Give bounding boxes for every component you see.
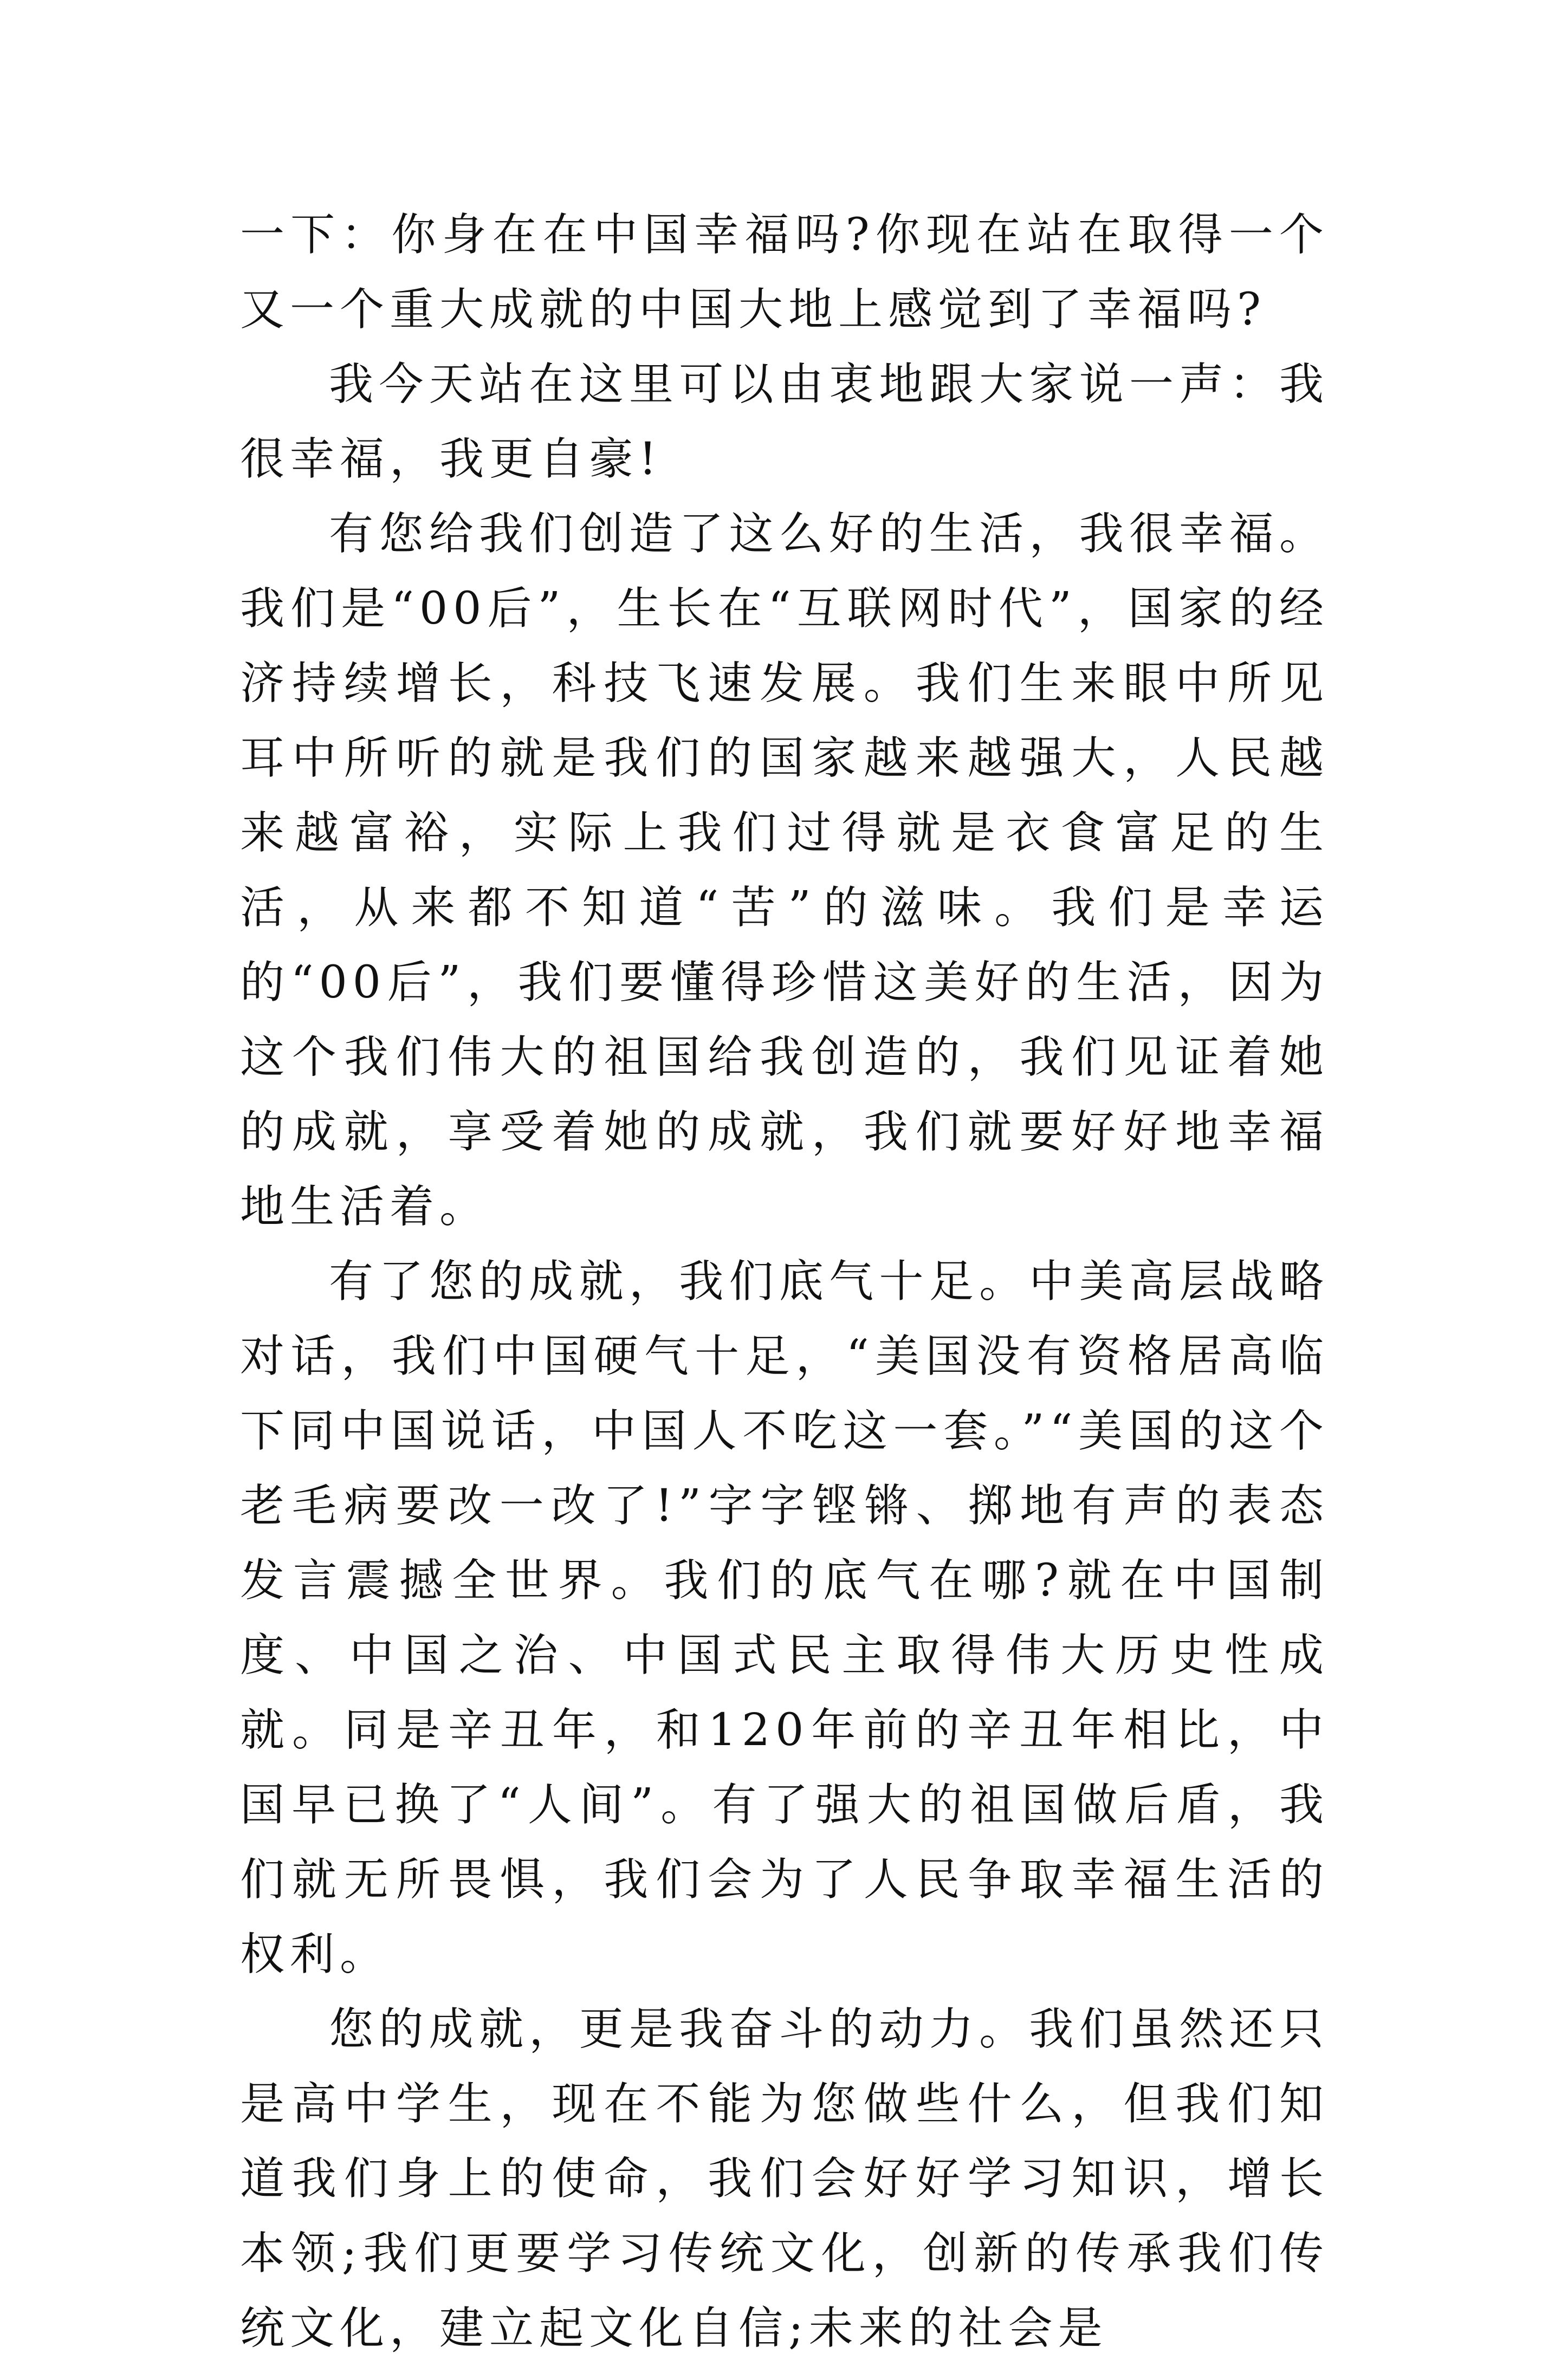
paragraph-3: 有您给我们创造了这么好的生活，我很幸福。我们是“00后”，生长在“互联网时代”，国家的经济持续增长，科技飞速发展。我们生来眼中所见耳中所听的就是我们的国家越来越强大，人民越来越富裕，实际上我们过得就是衣食富足的生活，从来都不知道“苦”的滋味。我们是幸运的“00后”，我们要懂得珍惜这美好的生活，因为这个我们伟大的祖国给我创造的，我们见证着她的成就，享受着她的成就，我们就要好好地幸福地生活着。 (240, 508, 1329, 1233)
document-body (240, 198, 1329, 2366)
paragraph-1: 一下：你身在在中国幸福吗?你现在站在取得一个又一个重大成就的中国大地上感觉到了幸福吗? (240, 209, 1329, 335)
paragraph-2: 我今天站在这里可以由衷地跟大家说一声：我很幸福，我更自豪! (240, 359, 1329, 485)
paragraph-4: 有了您的成就，我们底气十足。中美高层战略对话，我们中国硬气十足，“美国没有资格居高临下同中国说话，中国人不吃这一套。”“美国的这个老毛病要改一改了!”字字铿锵、掷地有声的表态发言震撼全世界。我们的底气在哪?就在中国制度、中国之治、中国式民主取得伟大历史性成就。同是辛丑年，和120年前的辛丑年相比，中国早已换了“人间”。有了强大的祖国做后盾，我们就无所畏惧，我们会为了人民争取幸福生活的权利。 (240, 1256, 1329, 1980)
paragraph-5: 您的成就，更是我奋斗的动力。我们虽然还只是高中学生，现在不能为您做些什么，但我们知道我们身上的使命，我们会好好学习知识，增长本领;我们更要学习传统文化，创新的传承我们传统文化，建立起文化自信;未来的社会是 (240, 2004, 1329, 2354)
